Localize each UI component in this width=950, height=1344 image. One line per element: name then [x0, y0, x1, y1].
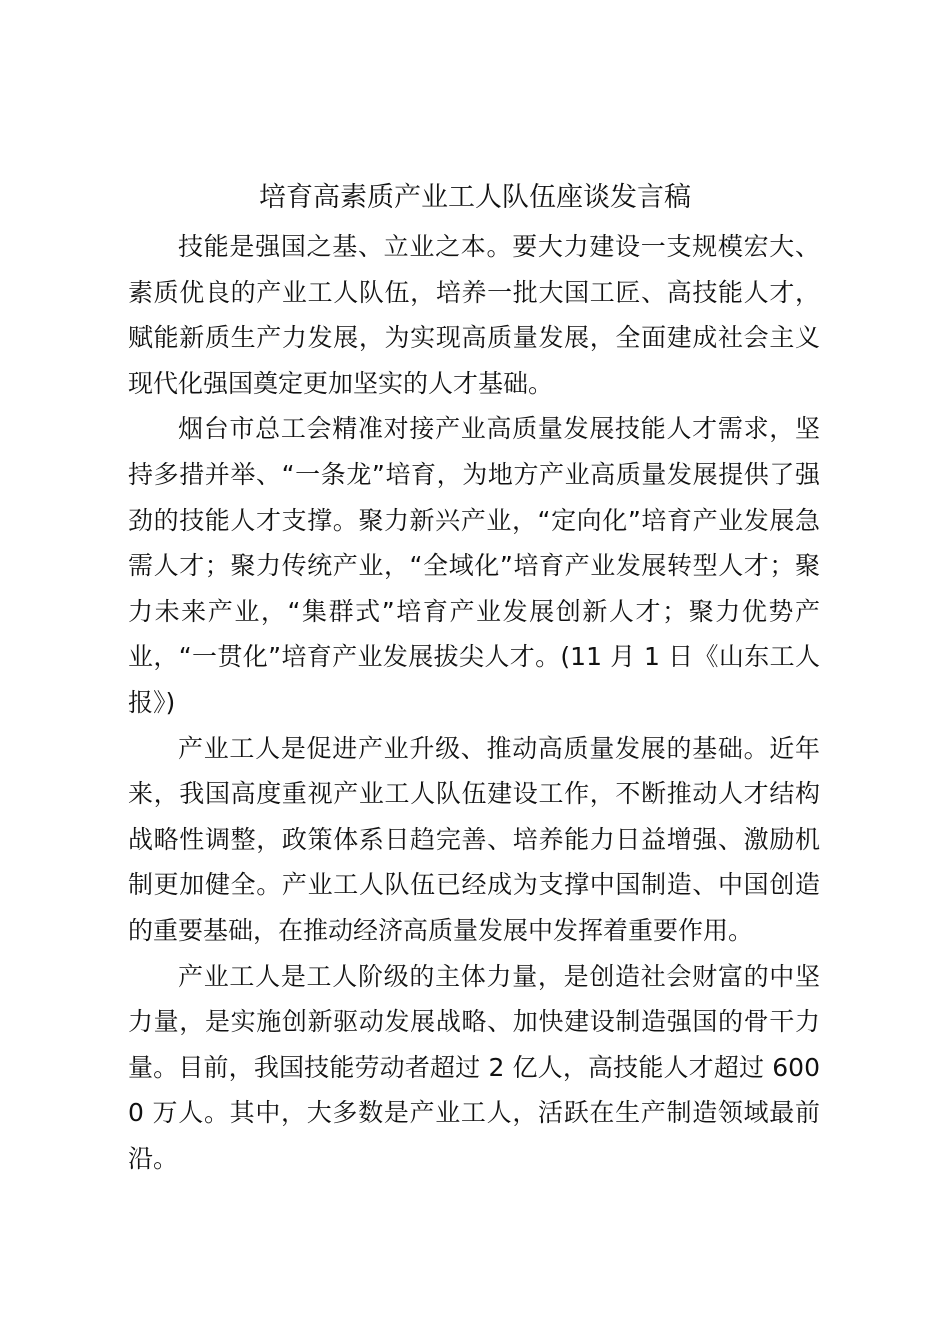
paragraph-2: 烟台市总工会精准对接产业高质量发展技能人才需求，坚持多措并举、“一条龙”培育，为地方产业高质量发展提供了强劲的技能人才支撑。聚力新兴产业，“定向化”培育产业发展急需人才；聚力传统产业，“全域化”培育产业发展转型人才；聚力未来产业，“集群式”培育产业发展创新人才；聚力优势产业，“一贯化”培育产业发展拔尖人才。(11 月 1 日《山东工人报》) [128, 414, 820, 717]
document-body [128, 224, 820, 1181]
paragraph-4: 产业工人是工人阶级的主体力量，是创造社会财富的中坚力量，是实施创新驱动发展战略、加快建设制造强国的骨干力量。目前，我国技能劳动者超过 2 亿人，高技能人才超过 6000 万人。其中，大多数是产业工人，活跃在生产制造领域最前沿。 [128, 961, 820, 1173]
paragraph-1: 技能是强国之基、立业之本。要大力建设一支规模宏大、素质优良的产业工人队伍，培养一批大国工匠、高技能人才，赋能新质生产力发展，为实现高质量发展，全面建成社会主义现代化强国奠定更加坚实的人才基础。 [128, 232, 820, 398]
document-title: 培育高素质产业工人队伍座谈发言稿 [259, 182, 691, 213]
paragraph-3: 产业工人是促进产业升级、推动高质量发展的基础。近年来，我国高度重视产业工人队伍建设工作，不断推动人才结构战略性调整，政策体系日趋完善、培养能力日益增强、激励机制更加健全。产业工人队伍已经成为支撑中国制造、中国创造的重要基础，在推动经济高质量发展中发挥着重要作用。 [128, 733, 820, 945]
